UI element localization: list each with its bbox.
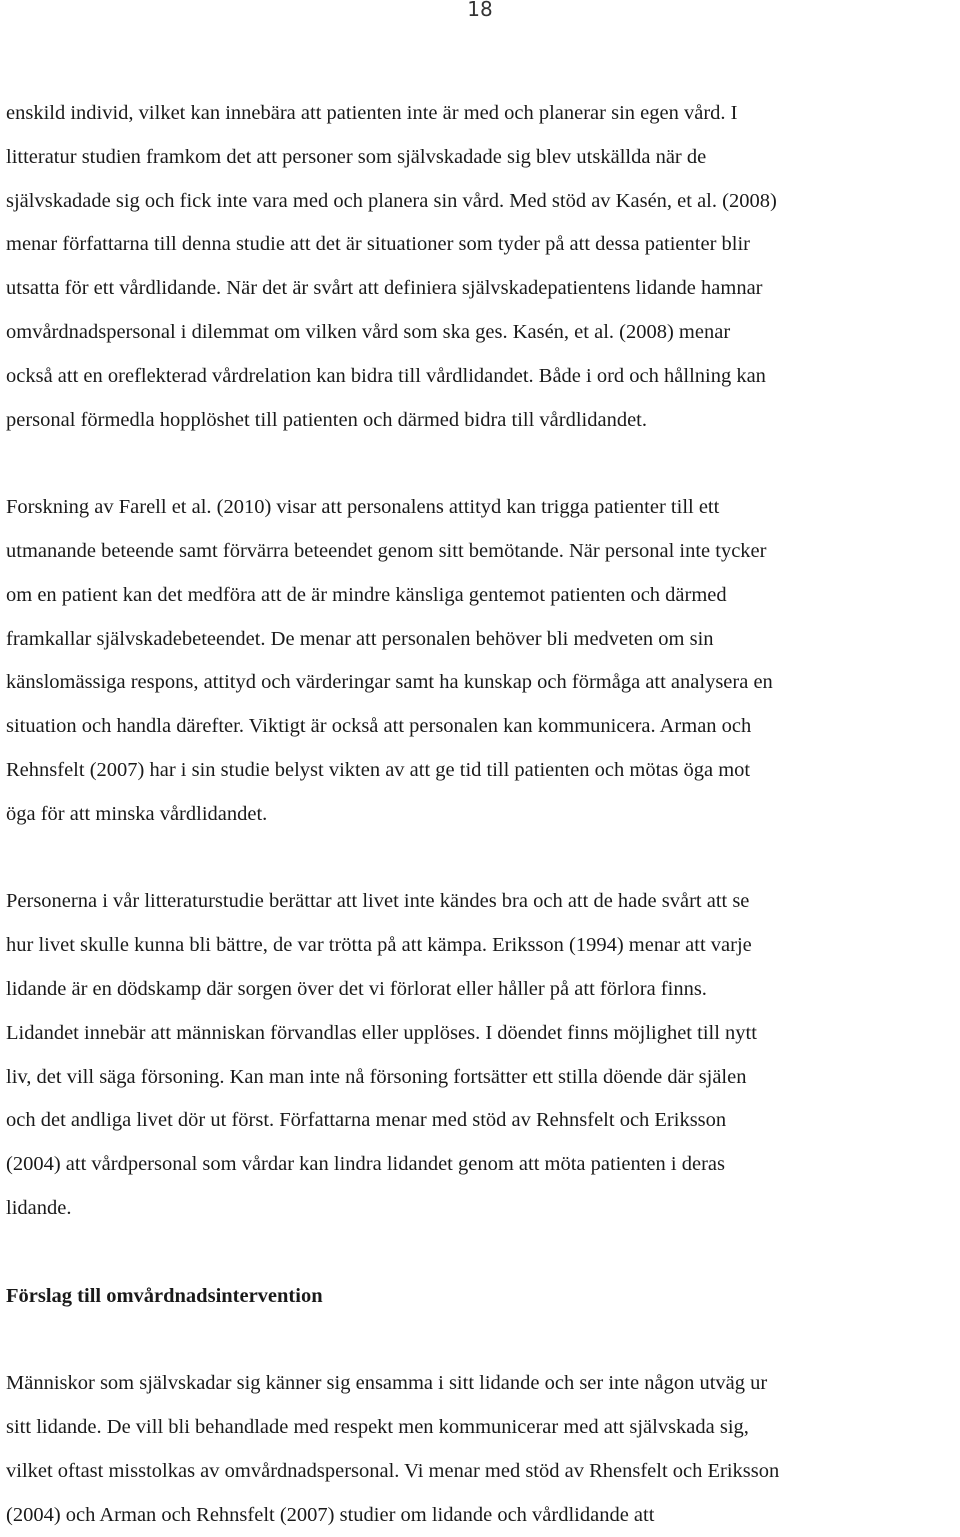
paragraph-2 [6,486,956,836]
text-line: Lidandet innebär att människan förvandlas eller upplöses. I döendet finns möjlighet till nytt [6,1012,956,1056]
paragraph-1 [6,92,956,442]
paragraph-spacer [6,1231,956,1275]
text-line: lidande. [6,1187,956,1231]
text-line: utmanande beteende samt förvärra beteendet genom sitt bemötande. När personal inte tycker [6,530,956,574]
text-line: hur livet skulle kunna bli bättre, de var trötta på att kämpa. Eriksson (1994) menar att varje [6,924,956,968]
paragraph-3 [6,880,956,1230]
text-line: också att en oreflekterad vårdrelation kan bidra till vårdlidandet. Både i ord och hållning kan [6,355,956,399]
text-line: omvårdnadspersonal i dilemmat om vilken vård som ska ges. Kasén, et al. (2008) menar [6,311,956,355]
text-line: (2004) att vårdpersonal som vårdar kan lindra lidandet genom att möta patienten i deras [6,1143,956,1187]
text-line: och det andliga livet dör ut först. Författarna menar med stöd av Rehnsfelt och Eriksson [6,1099,956,1143]
section-heading: Förslag till omvårdnadsintervention [6,1275,956,1319]
text-line: Människor som självskadar sig känner sig ensamma i sitt lidande och ser inte någon utväg ur [6,1362,956,1406]
paragraph-spacer [6,1318,956,1362]
text-line: framkallar självskadebeteendet. De menar att personalen behöver bli medveten om sin [6,618,956,662]
paragraph-spacer [6,837,956,881]
text-line: känslomässiga respons, attityd och värderingar samt ha kunskap och förmåga att analysera en [6,661,956,705]
text-line: liv, det vill säga försoning. Kan man inte nå försoning fortsätter ett stilla döende där själen [6,1056,956,1100]
text-line: Personerna i vår litteraturstudie berättar att livet inte kändes bra och att de hade svårt att se [6,880,956,924]
text-line: lidande är en dödskamp där sorgen över det vi förlorat eller håller på att förlora finns. [6,968,956,1012]
text-line: utsatta för ett vårdlidande. När det är svårt att definiera självskadepatientens lidande hamnar [6,267,956,311]
text-line: självskadade sig och fick inte vara med och planera sin vård. Med stöd av Kasén, et al. (2008) [6,180,956,224]
page-number: 18 [0,0,960,21]
text-line: sitt lidande. De vill bli behandlade med respekt men kommunicerar med att självskada sig, [6,1406,956,1450]
text-line: situation och handla därefter. Viktigt är också att personalen kan kommunicera. Arman och [6,705,956,749]
text-line: Forskning av Farell et al. (2010) visar att personalens attityd kan trigga patienter till ett [6,486,956,530]
text-line: enskild individ, vilket kan innebära att patienten inte är med och planerar sin egen vård. I [6,92,956,136]
document-body [6,92,956,1537]
text-line: litteratur studien framkom det att personer som självskadade sig blev utskällda när de [6,136,956,180]
text-line: personal förmedla hopplöshet till patienten och därmed bidra till vårdlidandet. [6,399,956,443]
text-line: Rehnsfelt (2007) har i sin studie belyst vikten av att ge tid till patienten och mötas öga mot [6,749,956,793]
text-line: (2004) och Arman och Rehnsfelt (2007) studier om lidande och vårdlidande att [6,1494,956,1537]
text-line: öga för att minska vårdlidandet. [6,793,956,837]
text-line: menar författarna till denna studie att det är situationer som tyder på att dessa patienter blir [6,223,956,267]
paragraph-4 [6,1362,956,1537]
paragraph-spacer [6,442,956,486]
text-line: om en patient kan det medföra att de är mindre känsliga gentemot patienten och därmed [6,574,956,618]
text-line: vilket oftast misstolkas av omvårdnadspersonal. Vi menar med stöd av Rhensfelt och Eriksson [6,1450,956,1494]
